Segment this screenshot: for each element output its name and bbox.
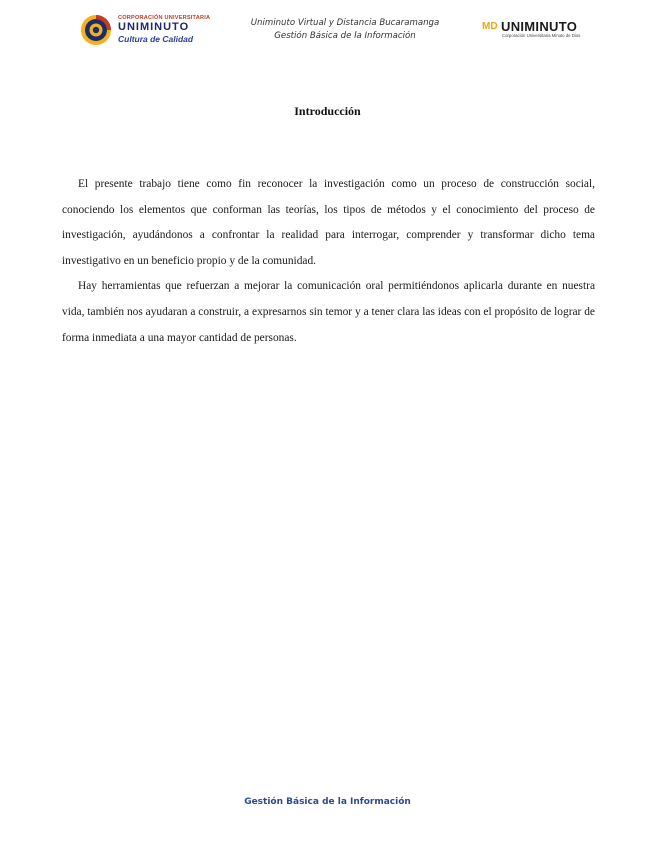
page-header [0,0,655,60]
logo-name: UNIMINUTO [118,21,190,33]
uniminuto-md-logo [482,19,606,41]
paragraph: Hay herramientas que refuerzan a mejorar la comunicación oral permitiéndonos aplicarla durante en nuestra vida, también nos ayudaran a construir, a expresarnos sin temor y a tener clara las ideas con el propósito de lograr de forma inmediata a una mayor cantidad de personas. [62,280,595,344]
document-body [62,172,595,351]
md-mark-icon: MD [482,21,498,32]
header-line-campus: Uniminuto Virtual y Distancia Bucaramanga [250,18,440,28]
logo-slogan: Cultura de Calidad [118,34,194,44]
logo-top-text: CORPORACIÓN UNIVERSITARIA [118,15,211,21]
header-caption [200,17,490,43]
right-logo-tagline: Corporación Universitaria Minuto de Dios [502,33,581,38]
uniminuto-seal-icon [80,14,114,46]
document-title: Introducción [294,104,361,118]
right-logo-name: UNIMINUTO [501,19,578,34]
paragraph: El presente trabajo tiene como fin reconocer la investigación como un proceso de construcción social, conociendo los elementos que conforman las teorías, los tipos de métodos y el conocimiento del proceso de investigación, ayudándonos a confrontar la realidad para interrogar, comprender y transformar dicho tema investigativo en un beneficio propio y de la comunidad. [62,178,595,267]
page-footer: Gestión Básica de la Información [244,797,411,807]
uniminuto-calidad-logo [80,14,216,46]
header-line-course: Gestión Básica de la Información [274,31,416,41]
